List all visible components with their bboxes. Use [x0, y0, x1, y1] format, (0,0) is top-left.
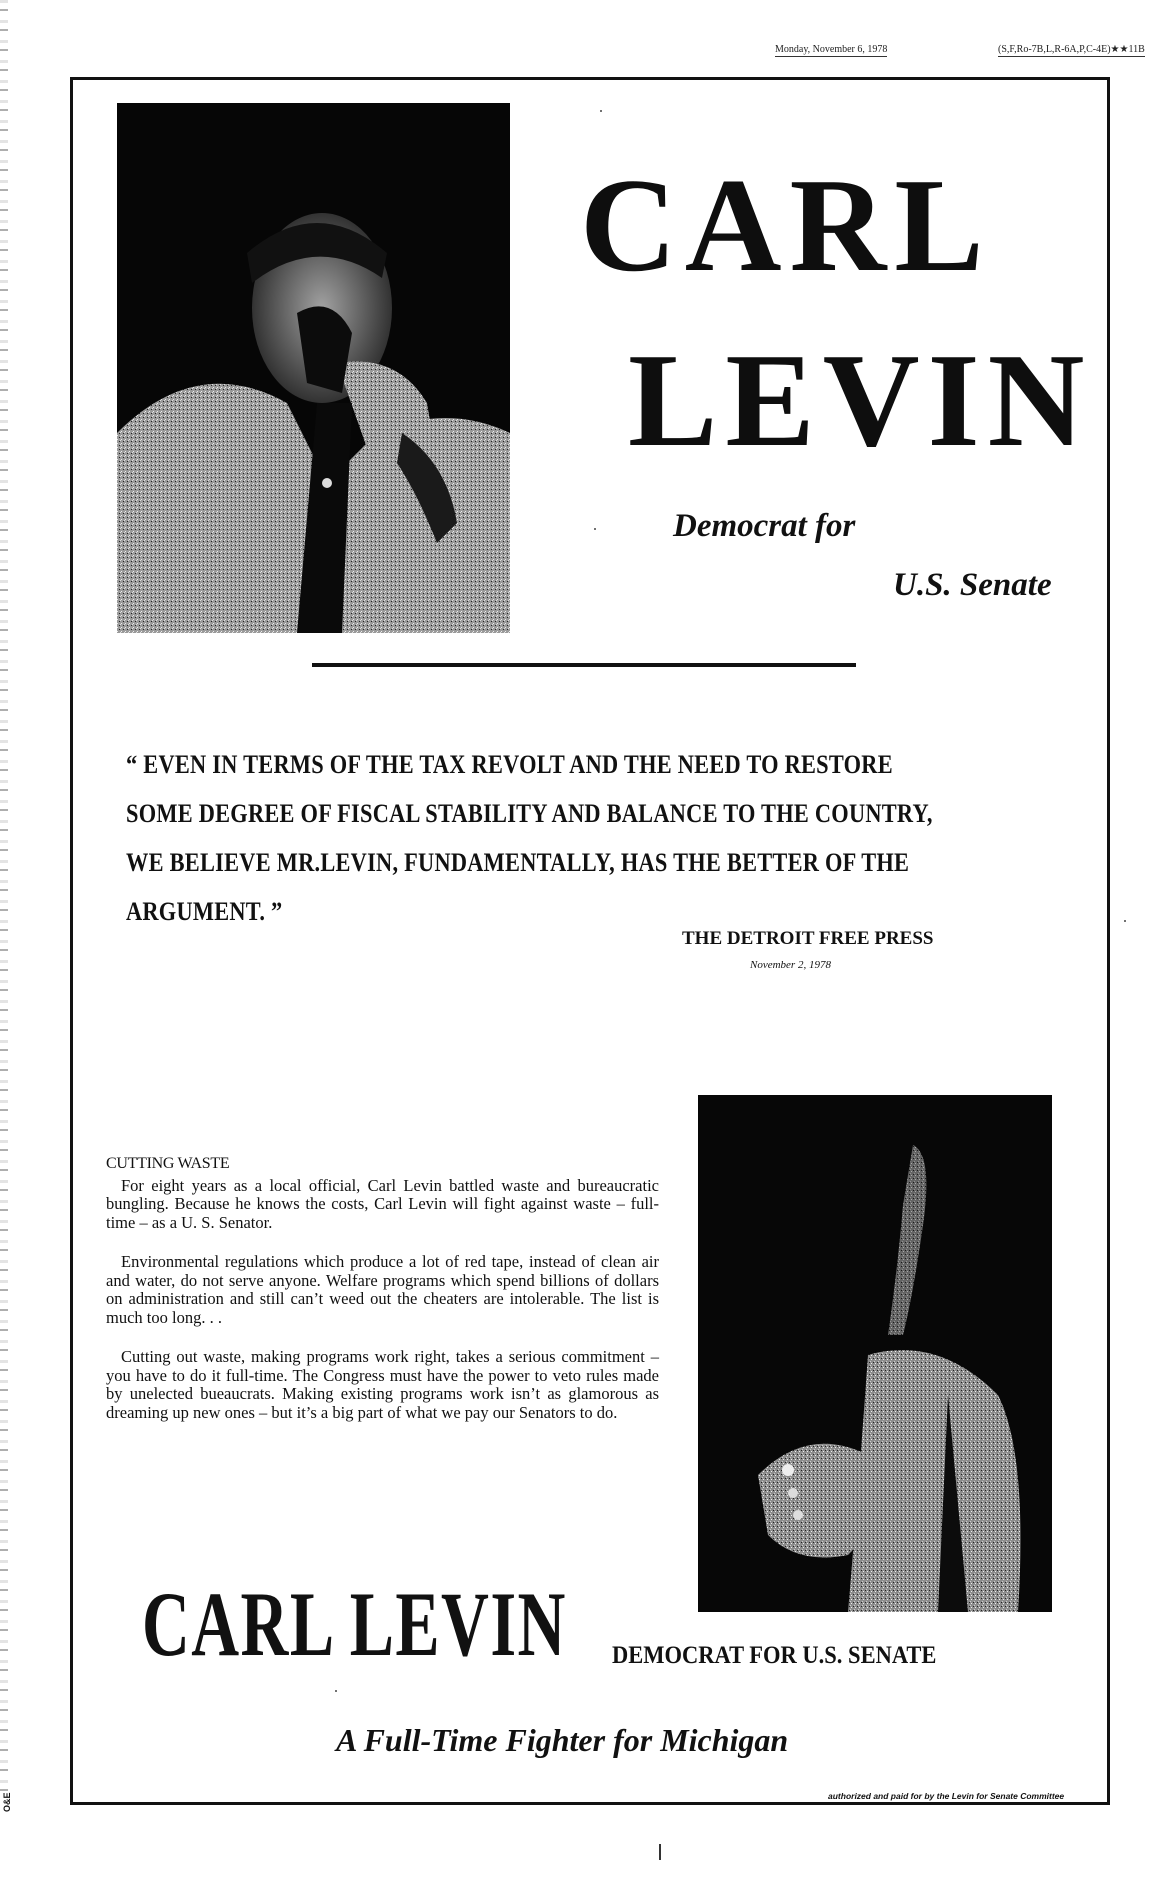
margin-edge-code: O&E: [2, 1792, 12, 1812]
article-cutting-waste: [106, 1155, 659, 1443]
scan-speck: [600, 110, 602, 112]
scan-mark: [659, 1844, 661, 1860]
photo-speaking-illustration: [698, 1095, 1052, 1612]
signature-tagline: A Full-Time Fighter for Michigan: [336, 1722, 789, 1758]
scan-speck: [335, 1690, 337, 1692]
article-paragraph: Environmental regulations which produce a lot of red tape, instead of clean air and water, do not serve anyone. Welfare programs which spend billions of dollars on administration and still can’t weed out the cheaters are intolerable. The list is much too long. . .: [106, 1252, 659, 1327]
candidate-photo-top: [117, 103, 510, 633]
photo-telephone-illustration: [117, 103, 510, 633]
headline-last-name: LEVIN: [628, 326, 1093, 474]
scan-speck: [594, 528, 596, 530]
horizontal-rule: [312, 663, 856, 667]
headline-party-line: Democrat for: [673, 508, 856, 544]
quote-line: “ EVEN IN TERMS OF THE TAX REVOLT AND THE NEED TO RESTORE: [126, 750, 893, 779]
masthead-date: Monday, November 6, 1978: [775, 44, 888, 55]
endorsement-quote: [126, 740, 1063, 936]
article-paragraph: Cutting out waste, making programs work right, takes a serious commitment – you have to do it full-time. The Congress must have the power to veto rules made by unelected bueaucrats. Making existing programs work isn’t as glamorous as dreaming up new ones – but it’s a big part of what we pay our Senators to do.: [106, 1347, 659, 1422]
article-paragraph: For eight years as a local official, Carl Levin battled waste and bureaucratic bungling. Because he knows the costs, Carl Levin will fight against waste – full-time – as a U. S. Senator.: [106, 1175, 659, 1232]
headline-first-name: CARL: [580, 151, 992, 299]
quote-source: THE DETROIT FREE PRESS: [682, 928, 934, 949]
scan-speck: [1124, 920, 1126, 922]
headline-office-line: U.S. Senate: [893, 567, 1052, 603]
quote-line: ARGUMENT. ”: [126, 897, 283, 926]
signature-name: CARL LEVIN: [142, 1573, 567, 1675]
quote-line: WE BELIEVE MR.LEVIN, FUNDAMENTALLY, HAS THE BETTER OF THE: [126, 848, 910, 877]
quote-line: SOME DEGREE OF FISCAL STABILITY AND BALANCE TO THE COUNTRY,: [126, 799, 933, 828]
masthead-edition-code: (S,F,Ro-7B,L,R-6A,P,C-4E)★★11B: [998, 44, 1145, 55]
signature-office: DEMOCRAT FOR U.S. SENATE: [612, 1642, 937, 1669]
article-heading: CUTTING WASTE: [106, 1155, 230, 1172]
scan-edge-artifact: [0, 0, 8, 1800]
paid-for-disclaimer: authorized and paid for by the Levin for Senate Committee: [828, 1791, 1065, 1801]
candidate-photo-bottom: [698, 1095, 1052, 1612]
quote-source-date: November 2, 1978: [750, 959, 831, 971]
